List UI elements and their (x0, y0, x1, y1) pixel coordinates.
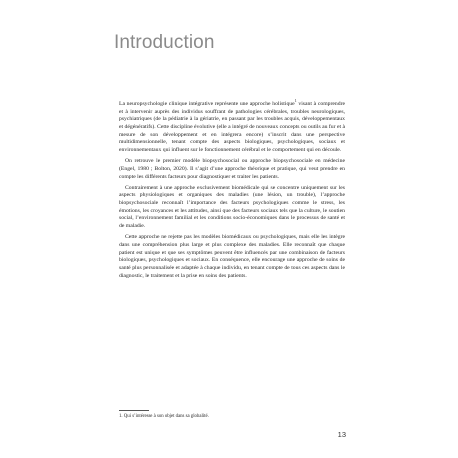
footnote-reference[interactable]: 1 (294, 98, 297, 104)
paragraph-1-rest: visant à comprendre et à intervenir auprès des individus souffrant de pathologies cérébrales, troubles neurologiques, psychiatriques (de la pédiatrie à la gériatrie, en passant par les troubles acquis, développementaux et dégénératifs). Cette discipline évolutive (elle a intégré de nouveaux concepts ou outils au fur et à mesure de son développement et en intégrera encore) s’inscrit dans une perspective multidimensionnelle, tenant compte des aspects biologiques, psychologiques, sociaux et environnementaux qui influent sur le fonctionnement cérébral et le comportement qui en découle. (119, 101, 345, 153)
paragraph-4: Cette approche ne rejette pas les modèles biomédicaux ou psychologiques, mais elle les intègre dans une compréhension plus large et plus complexe des maladies. Elle reconnaît que chaque patient est unique et que ses symptômes peuvent être influencés par une combinaison de facteurs biologiques, psychologiques et sociaux. En conséquence, elle encourage une approche de soins de santé plus personnalisée et adaptée à chaque individu, en tenant compte de tous ces aspects dans le diagnostic, le traitement et la prise en soins des patients. (119, 234, 345, 279)
paragraph-2: On retrouve le premier modèle biopsychosocial ou approche biopsychosociale en médecine (Engel, 1980 ; Bolton, 2020). Il s’agit d’une approche théorique et pratique, qui veut prendre en compte les différents facteurs pour diagnostiquer et traiter les patients. (119, 158, 345, 180)
paragraph-1 (119, 98, 345, 155)
body-text (119, 98, 345, 284)
paragraph-3: Contrairement à une approche exclusivement biomédicale qui se concentre uniquement sur les aspects physiologiques et organiques des maladies (une lésion, un trouble), l’approche biopsychosociale reconnaît l’importance des facteurs psychologiques comme le stress, les émotions, les croyances et les attitudes, ainsi que des facteurs sociaux tels que la culture, le soutien social, l’environnement familial et les conditions socio-économiques dans le processus de santé et de maladie. (119, 184, 345, 230)
paragraph-1-start: La neuropsychologie clinique intégrative représente une approche holistique (119, 101, 295, 107)
chapter-title: Introduction (114, 32, 215, 53)
footnote-divider (119, 410, 149, 411)
footnote: 1. Qui s’intéresse à son objet dans sa globalité. (119, 414, 209, 419)
page-number: 13 (337, 430, 346, 439)
